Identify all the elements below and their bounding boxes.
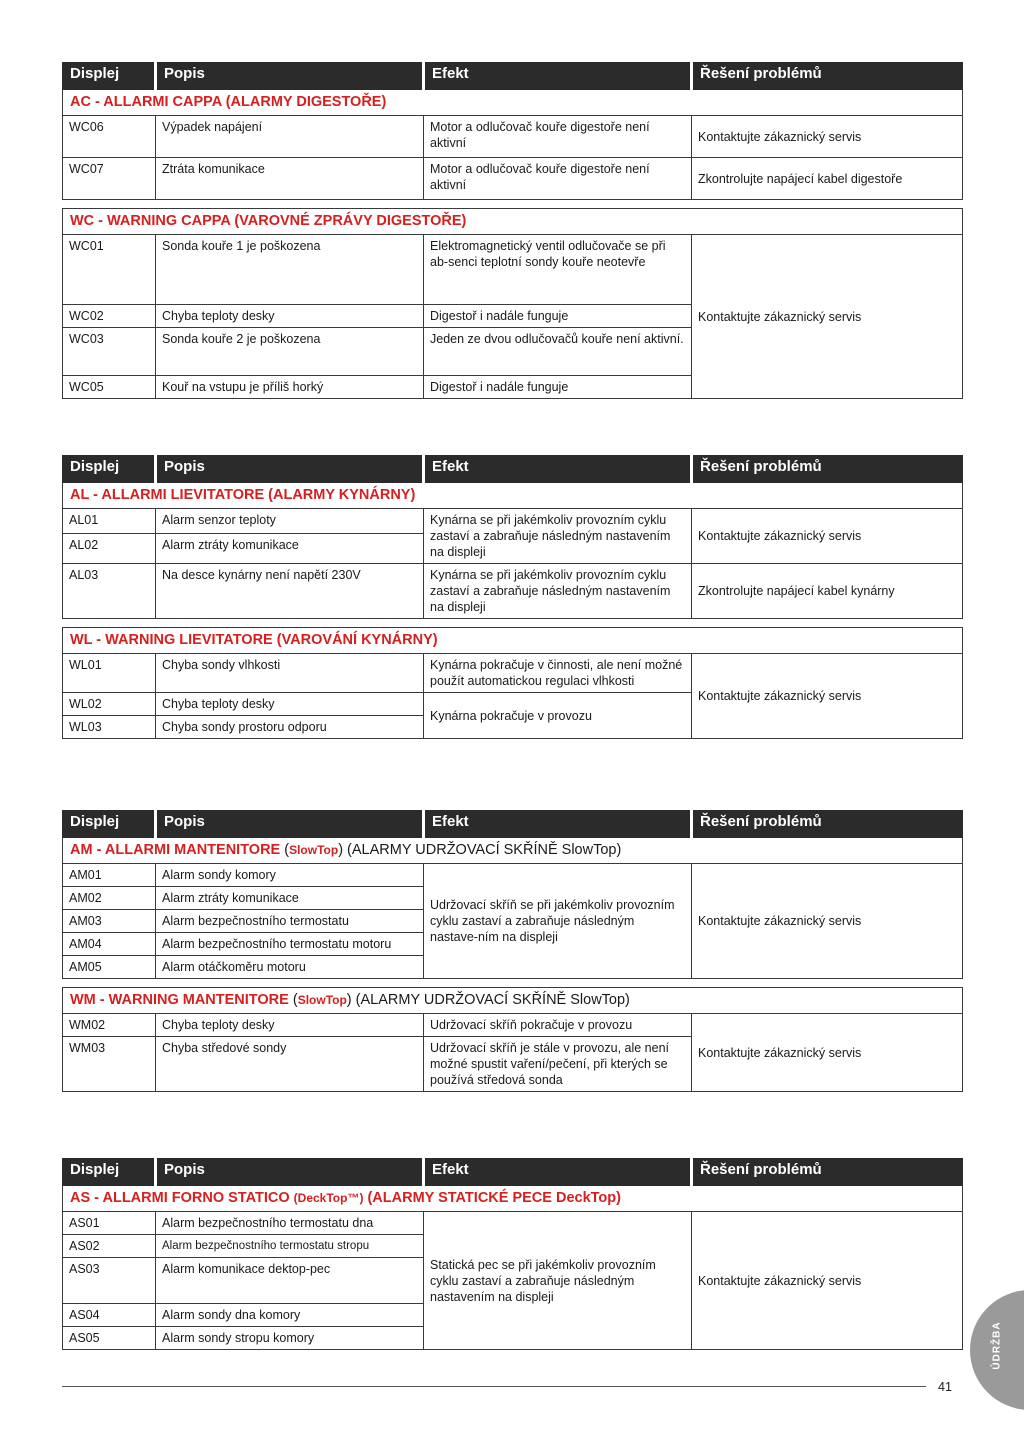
code-cell: WC01 bbox=[63, 235, 156, 305]
code-cell: WL02 bbox=[63, 693, 156, 716]
code-cell: WC05 bbox=[63, 376, 156, 399]
header-popis: Popis bbox=[156, 1159, 424, 1186]
code-cell: WM02 bbox=[63, 1014, 156, 1037]
description-cell: Kouř na vstupu je příliš horký bbox=[156, 376, 424, 399]
section-title: AL - ALLARMI LIEVITATORE (ALARMY KYNÁRNY) bbox=[63, 483, 963, 509]
code-cell: WL03 bbox=[63, 716, 156, 739]
brand-name: (DeckTop™) bbox=[293, 1191, 364, 1205]
table-row bbox=[63, 864, 963, 887]
description-cell: Alarm ztráty komunikace bbox=[156, 534, 424, 564]
description-cell: Na desce kynárny není napětí 230V bbox=[156, 564, 424, 619]
header-reseni: Řešení problémů bbox=[692, 1159, 963, 1186]
description-cell: Alarm bezpečnostního termostatu motoru bbox=[156, 933, 424, 956]
table-row bbox=[63, 509, 963, 534]
table-row bbox=[63, 235, 963, 305]
code-cell: AM03 bbox=[63, 910, 156, 933]
effect-cell: Udržovací skříň pokračuje v provozu bbox=[424, 1014, 692, 1037]
effect-cell: Kynárna pokračuje v činnosti, ale není možné použít automatickou regulaci vlhkosti bbox=[424, 654, 692, 693]
effect-cell: Elektromagnetický ventil odlučovače se při ab-senci teplotní sondy kouře neotevře bbox=[424, 235, 692, 305]
effect-cell: Kynárna se při jakémkoliv provozním cyklu zastaví a zabraňuje následným nastavením na displeji bbox=[424, 509, 692, 564]
table-header bbox=[63, 63, 963, 90]
description-cell: Alarm otáčkoměru motoru bbox=[156, 956, 424, 979]
header-displej: Displej bbox=[63, 456, 156, 483]
effect-cell: Jeden ze dvou odlučovačů kouře není aktivní. bbox=[424, 328, 692, 376]
header-popis: Popis bbox=[156, 811, 424, 838]
solution-cell: Kontaktujte zákaznický servis bbox=[692, 864, 963, 979]
header-efekt: Efekt bbox=[424, 811, 692, 838]
effect-cell: Udržovací skříň se při jakémkoliv provozním cyklu zastaví a zabraňuje následným nastave-ním na displeji bbox=[424, 864, 692, 979]
effect-cell: Digestoř i nadále funguje bbox=[424, 305, 692, 328]
code-cell: AL01 bbox=[63, 509, 156, 534]
effect-cell: Motor a odlučovač kouře digestoře není aktivní bbox=[424, 116, 692, 158]
section-title-main: WM - WARNING MANTENITORE bbox=[70, 992, 289, 1008]
description-cell: Alarm bezpečnostního termostatu dna bbox=[156, 1212, 424, 1235]
code-cell: AS03 bbox=[63, 1258, 156, 1304]
section-title: WM - WARNING MANTENITORE (SlowTop) (ALARMY UDRŽOVACÍ SKŘÍNĚ SlowTop) bbox=[63, 988, 963, 1014]
code-cell: WC03 bbox=[63, 328, 156, 376]
solution-cell: Zkontrolujte napájecí kabel kynárny bbox=[692, 564, 963, 619]
code-cell: AM02 bbox=[63, 887, 156, 910]
section-title-main: AS - ALLARMI FORNO STATICO bbox=[70, 1190, 294, 1206]
effect-cell: Kynárna se při jakémkoliv provozním cyklu zastaví a zabraňuje následným nastavením na displeji bbox=[424, 564, 692, 619]
section-tab-label: ÚDRŽBA bbox=[991, 1321, 1003, 1370]
header-efekt: Efekt bbox=[424, 456, 692, 483]
section-title-rest: (ALARMY STATICKÉ PECE DeckTop) bbox=[363, 1190, 621, 1206]
section-title: WL - WARNING LIEVITATORE (VAROVÁNÍ KYNÁRNY) bbox=[63, 628, 963, 654]
solution-cell: Kontaktujte zákaznický servis bbox=[692, 235, 963, 399]
description-cell: Alarm sondy komory bbox=[156, 864, 424, 887]
code-cell: WC06 bbox=[63, 116, 156, 158]
code-cell: AS02 bbox=[63, 1235, 156, 1258]
description-cell: Alarm sondy dna komory bbox=[156, 1304, 424, 1327]
description-cell: Výpadek napájení bbox=[156, 116, 424, 158]
header-popis: Popis bbox=[156, 63, 424, 90]
header-displej: Displej bbox=[63, 63, 156, 90]
description-cell: Ztráta komunikace bbox=[156, 158, 424, 200]
description-cell: Chyba sondy vlhkosti bbox=[156, 654, 424, 693]
section-title: AM - ALLARMI MANTENITORE (SlowTop) (ALARMY UDRŽOVACÍ SKŘÍNĚ SlowTop) bbox=[63, 838, 963, 864]
cappa-table bbox=[62, 62, 963, 399]
table-row bbox=[63, 116, 963, 158]
description-cell: Alarm komunikace dektop-pec bbox=[156, 1258, 424, 1304]
table-row bbox=[63, 564, 963, 619]
solution-cell: Kontaktujte zákaznický servis bbox=[692, 654, 963, 739]
solution-cell: Kontaktujte zákaznický servis bbox=[692, 1014, 963, 1092]
description-cell: Alarm bezpečnostního termostatu stropu bbox=[156, 1235, 424, 1258]
code-cell: AL03 bbox=[63, 564, 156, 619]
effect-cell: Digestoř i nadále funguje bbox=[424, 376, 692, 399]
code-cell: WM03 bbox=[63, 1037, 156, 1092]
code-cell: WC07 bbox=[63, 158, 156, 200]
header-reseni: Řešení problémů bbox=[692, 456, 963, 483]
table-row bbox=[63, 1212, 963, 1235]
header-displej: Displej bbox=[63, 811, 156, 838]
code-cell: WL01 bbox=[63, 654, 156, 693]
brand-name: SlowTop bbox=[289, 843, 339, 857]
header-reseni: Řešení problémů bbox=[692, 811, 963, 838]
mantenitore-table bbox=[62, 810, 963, 1092]
footer-divider bbox=[62, 1386, 926, 1387]
page-number: 41 bbox=[938, 1380, 952, 1394]
header-displej: Displej bbox=[63, 1159, 156, 1186]
section-title: WC - WARNING CAPPA (VAROVNÉ ZPRÁVY DIGESTOŘE) bbox=[63, 209, 963, 235]
description-cell: Chyba teploty desky bbox=[156, 305, 424, 328]
description-cell: Sonda kouře 2 je poškozena bbox=[156, 328, 424, 376]
header-efekt: Efekt bbox=[424, 63, 692, 90]
description-cell: Chyba sondy prostoru odporu bbox=[156, 716, 424, 739]
description-cell: Alarm ztráty komunikace bbox=[156, 887, 424, 910]
description-cell: Alarm senzor teploty bbox=[156, 509, 424, 534]
solution-cell: Kontaktujte zákaznický servis bbox=[692, 116, 963, 158]
code-cell: AS05 bbox=[63, 1327, 156, 1350]
header-reseni: Řešení problémů bbox=[692, 63, 963, 90]
code-cell: AS04 bbox=[63, 1304, 156, 1327]
brand-name: SlowTop bbox=[297, 993, 347, 1007]
header-popis: Popis bbox=[156, 456, 424, 483]
description-cell: Sonda kouře 1 je poškozena bbox=[156, 235, 424, 305]
effect-cell: Motor a odlučovač kouře digestoře není aktivní bbox=[424, 158, 692, 200]
effect-cell: Kynárna pokračuje v provozu bbox=[424, 693, 692, 739]
code-cell: AM05 bbox=[63, 956, 156, 979]
lievitatore-table bbox=[62, 455, 963, 739]
effect-cell: Udržovací skříň je stále v provozu, ale není možné spustit vaření/pečení, při kterých se používá středová sonda bbox=[424, 1037, 692, 1092]
effect-cell: Statická pec se při jakémkoliv provozním cyklu zastaví a zabraňuje následným nastavením na displeji bbox=[424, 1212, 692, 1350]
table-header bbox=[63, 456, 963, 483]
code-cell: AL02 bbox=[63, 534, 156, 564]
section-title-main: AM - ALLARMI MANTENITORE bbox=[70, 842, 281, 858]
code-cell: AM01 bbox=[63, 864, 156, 887]
solution-cell: Kontaktujte zákaznický servis bbox=[692, 1212, 963, 1350]
header-efekt: Efekt bbox=[424, 1159, 692, 1186]
section-title bbox=[63, 1186, 963, 1212]
code-cell: WC02 bbox=[63, 305, 156, 328]
description-cell: Alarm sondy stropu komory bbox=[156, 1327, 424, 1350]
solution-cell: Kontaktujte zákaznický servis bbox=[692, 509, 963, 564]
solution-cell: Zkontrolujte napájecí kabel digestoře bbox=[692, 158, 963, 200]
table-row bbox=[63, 654, 963, 693]
forno-statico-table bbox=[62, 1158, 963, 1350]
code-cell: AS01 bbox=[63, 1212, 156, 1235]
description-cell: Chyba teploty desky bbox=[156, 1014, 424, 1037]
table-row bbox=[63, 1014, 963, 1037]
code-cell: AM04 bbox=[63, 933, 156, 956]
description-cell: Alarm bezpečnostního termostatu bbox=[156, 910, 424, 933]
table-row bbox=[63, 158, 963, 200]
table-header bbox=[63, 1159, 963, 1186]
description-cell: Chyba teploty desky bbox=[156, 693, 424, 716]
description-cell: Chyba středové sondy bbox=[156, 1037, 424, 1092]
section-title: AC - ALLARMI CAPPA (ALARMY DIGESTOŘE) bbox=[63, 90, 963, 116]
table-header bbox=[63, 811, 963, 838]
